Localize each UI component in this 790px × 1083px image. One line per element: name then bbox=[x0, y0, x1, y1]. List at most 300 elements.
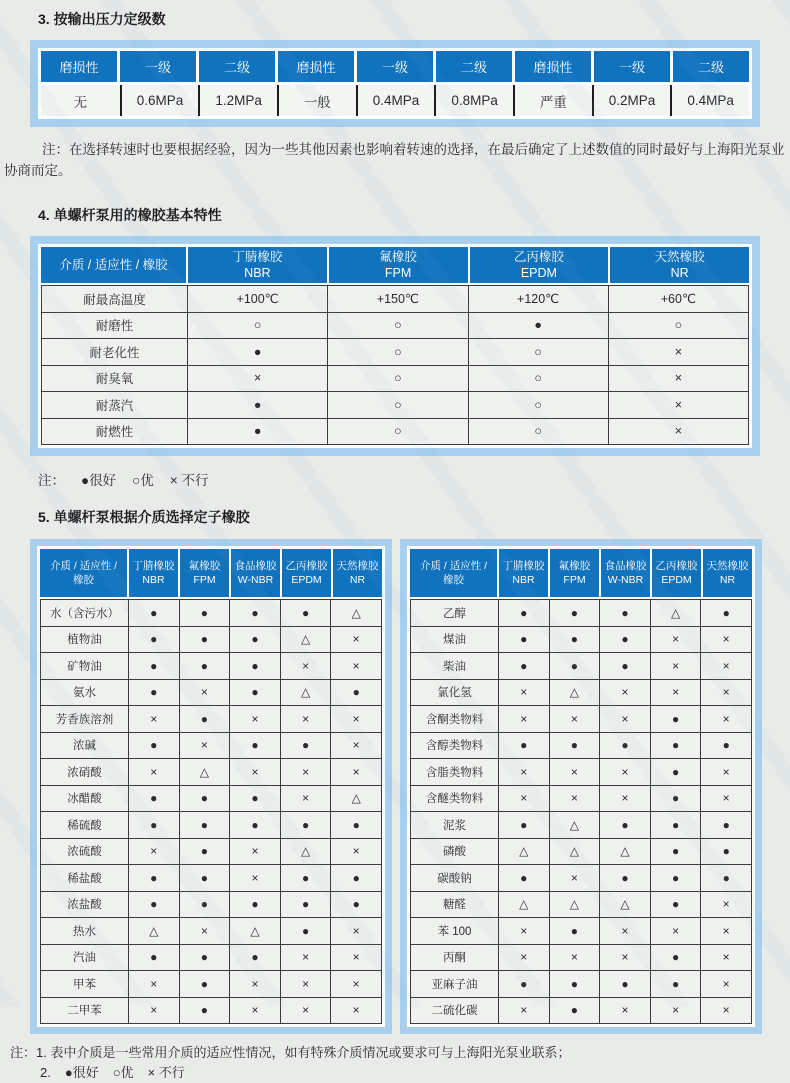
cell-value: ● bbox=[229, 812, 280, 838]
pressure-table-value-row bbox=[41, 85, 749, 116]
cell-value: ● bbox=[700, 812, 751, 838]
column-header-cell: 食品橡胶 W-NBR bbox=[601, 549, 650, 597]
media-table-right bbox=[407, 546, 755, 1027]
cell-value: ● bbox=[229, 680, 280, 706]
table-row bbox=[41, 758, 381, 785]
media-table-left bbox=[37, 546, 385, 1027]
table-row bbox=[411, 997, 751, 1024]
cell-value: ● bbox=[128, 865, 179, 891]
cell-value: ● bbox=[229, 653, 280, 679]
cell-value: ● bbox=[650, 945, 701, 971]
table-body bbox=[410, 599, 752, 1024]
cell-value: × bbox=[280, 786, 331, 812]
row-label: 汽油 bbox=[73, 952, 96, 965]
table-row bbox=[411, 785, 751, 812]
cell-value: ● bbox=[599, 812, 650, 838]
table-row bbox=[411, 626, 751, 653]
cell-value: ● bbox=[599, 733, 650, 759]
table-row bbox=[41, 917, 381, 944]
pressure-header-cell: 一级 bbox=[594, 51, 670, 82]
cell-value: × bbox=[608, 339, 748, 365]
row-label: 含醇类物料 bbox=[425, 740, 484, 753]
legend-item: ●很好 bbox=[64, 1065, 99, 1080]
cell-value: × bbox=[599, 918, 650, 944]
cell-value: ● bbox=[179, 600, 230, 626]
cell-value: ● bbox=[179, 998, 230, 1024]
cell-value: × bbox=[549, 706, 600, 732]
legend-item: ●很好 bbox=[81, 473, 117, 488]
cell-value: × bbox=[498, 998, 549, 1024]
column-header-cell: 天然橡胶 NR bbox=[333, 549, 382, 597]
pressure-value-cell: 无 bbox=[73, 94, 88, 110]
cell-value: +120℃ bbox=[468, 286, 608, 312]
cell-value: ○ bbox=[468, 419, 608, 445]
table-row bbox=[41, 838, 381, 865]
footer-legend-items bbox=[65, 1065, 199, 1080]
cell-value: ● bbox=[599, 971, 650, 997]
cell-value: × bbox=[599, 759, 650, 785]
cell-value: × bbox=[599, 680, 650, 706]
row-label: 稀硫酸 bbox=[67, 819, 102, 832]
row-label: 含酮类物料 bbox=[425, 713, 484, 726]
legend-items bbox=[81, 473, 224, 488]
section-5-title: 5. 单螺杆泵根据介质选择定子橡胶 bbox=[38, 509, 250, 525]
cell-value: ● bbox=[700, 733, 751, 759]
cell-value: × bbox=[549, 759, 600, 785]
cell-value: ● bbox=[650, 812, 701, 838]
rubber-properties-panel bbox=[30, 236, 760, 456]
cell-value: ● bbox=[280, 733, 331, 759]
row-label: 含脂类物料 bbox=[425, 766, 484, 779]
legend-item: × 不行 bbox=[169, 473, 209, 488]
cell-value: × bbox=[549, 865, 600, 891]
cell-value: △ bbox=[280, 839, 331, 865]
row-label: 矿物油 bbox=[67, 660, 102, 673]
row-label: 二硫化碳 bbox=[431, 1005, 478, 1018]
cell-value: △ bbox=[599, 839, 650, 865]
table-row bbox=[42, 338, 748, 365]
table-row bbox=[411, 732, 751, 759]
cell-value: △ bbox=[330, 786, 381, 812]
cell-value: ● bbox=[187, 419, 327, 445]
pressure-value-cell: 1.2MPa bbox=[198, 85, 277, 116]
cell-value: × bbox=[330, 918, 381, 944]
cell-value: ● bbox=[498, 600, 549, 626]
cell-value: ○ bbox=[327, 339, 467, 365]
cell-value: × bbox=[498, 680, 549, 706]
table-row bbox=[41, 785, 381, 812]
cell-value: ● bbox=[498, 865, 549, 891]
row-label: 二甲苯 bbox=[67, 1005, 102, 1018]
cell-value: ● bbox=[128, 892, 179, 918]
table-row bbox=[42, 286, 748, 312]
table-row bbox=[411, 600, 751, 626]
footer-note-label: 注： bbox=[10, 1045, 37, 1060]
media-tables-row bbox=[30, 539, 762, 1034]
cell-value: ● bbox=[187, 339, 327, 365]
row-label: 苯 100 bbox=[437, 925, 472, 938]
table-row bbox=[42, 312, 748, 339]
table-row bbox=[41, 600, 381, 626]
table-row bbox=[411, 970, 751, 997]
row-label: 植物油 bbox=[67, 634, 102, 647]
table-row bbox=[411, 811, 751, 838]
cell-value: ● bbox=[128, 627, 179, 653]
cell-value: △ bbox=[280, 627, 331, 653]
legend-item: ○优 bbox=[112, 1065, 134, 1080]
cell-value: ● bbox=[650, 892, 701, 918]
cell-value: × bbox=[330, 653, 381, 679]
cell-value: ● bbox=[549, 627, 600, 653]
legend-note bbox=[38, 469, 790, 489]
row-label: 水（含污水） bbox=[50, 607, 119, 620]
cell-value: ● bbox=[650, 759, 701, 785]
cell-value: × bbox=[179, 733, 230, 759]
cell-value: ● bbox=[229, 733, 280, 759]
cell-value: ○ bbox=[608, 313, 748, 339]
cell-value: △ bbox=[549, 892, 600, 918]
table-body bbox=[41, 285, 749, 445]
cell-value: × bbox=[128, 971, 179, 997]
cell-value: × bbox=[330, 839, 381, 865]
cell-value: ● bbox=[650, 786, 701, 812]
cell-value: ● bbox=[599, 600, 650, 626]
table-row bbox=[411, 917, 751, 944]
row-label: 浓硫酸 bbox=[67, 846, 102, 859]
cell-value: ● bbox=[700, 839, 751, 865]
cell-value: × bbox=[549, 786, 600, 812]
table-row bbox=[411, 758, 751, 785]
row-label: 稀盐酸 bbox=[67, 872, 102, 885]
cell-value: × bbox=[599, 945, 650, 971]
column-header-cell: 氟橡胶 FPM bbox=[180, 549, 229, 597]
cell-value: △ bbox=[549, 839, 600, 865]
cell-value: ● bbox=[498, 627, 549, 653]
cell-value: × bbox=[700, 971, 751, 997]
cell-value: ● bbox=[179, 945, 230, 971]
cell-value: × bbox=[498, 706, 549, 732]
column-header-cell: 食品橡胶 W-NBR bbox=[231, 549, 280, 597]
cell-value: × bbox=[229, 971, 280, 997]
row-label: 亚麻子油 bbox=[431, 978, 478, 991]
row-label: 泥浆 bbox=[443, 819, 466, 832]
cell-value: × bbox=[280, 706, 331, 732]
cell-value: × bbox=[330, 627, 381, 653]
cell-value: × bbox=[128, 706, 179, 732]
legend-item: ○优 bbox=[132, 473, 154, 488]
row-label: 磷酸 bbox=[443, 846, 466, 859]
pressure-table bbox=[38, 48, 752, 119]
cell-value: × bbox=[608, 366, 748, 392]
cell-value: × bbox=[608, 392, 748, 418]
cell-value: ● bbox=[549, 653, 600, 679]
table-row bbox=[41, 626, 381, 653]
footer-note-2 bbox=[10, 1063, 790, 1083]
cell-value: ● bbox=[650, 733, 701, 759]
table-row bbox=[42, 365, 748, 392]
cell-value: ● bbox=[280, 865, 331, 891]
cell-value: △ bbox=[229, 918, 280, 944]
row-label: 耐磨性 bbox=[95, 319, 134, 334]
cell-value: ● bbox=[650, 971, 701, 997]
table-row bbox=[42, 418, 748, 445]
cell-value: ● bbox=[330, 812, 381, 838]
cell-value: × bbox=[700, 653, 751, 679]
row-label: 芳香族溶剂 bbox=[55, 713, 114, 726]
row-label: 乙醇 bbox=[443, 607, 466, 620]
table-row bbox=[411, 838, 751, 865]
column-header-cell: 丁腈橡胶 NBR bbox=[499, 549, 548, 597]
cell-value: ● bbox=[187, 392, 327, 418]
pressure-value-cell: 严重 bbox=[513, 85, 592, 116]
table-row bbox=[41, 944, 381, 971]
cell-value: ● bbox=[229, 786, 280, 812]
cell-value: ● bbox=[330, 865, 381, 891]
cell-value: ○ bbox=[468, 366, 608, 392]
cell-value: ● bbox=[498, 653, 549, 679]
cell-value: ● bbox=[229, 945, 280, 971]
pressure-value-cell: 0.4MPa bbox=[670, 85, 749, 116]
cell-value: ● bbox=[179, 653, 230, 679]
table-header-row bbox=[410, 549, 752, 597]
corner-header-cell: 介质 / 适应性 / 橡胶 bbox=[41, 247, 186, 283]
table-row bbox=[41, 652, 381, 679]
row-label: 丙酮 bbox=[443, 952, 466, 965]
cell-value: ● bbox=[549, 918, 600, 944]
footer-note-1-text: 1. 表中介质是一些常用介质的适应性情况，如有特殊介质情况或要求可与上海阳光泵业联系； bbox=[36, 1045, 571, 1060]
cell-value: × bbox=[599, 786, 650, 812]
cell-value: × bbox=[700, 680, 751, 706]
cell-value: ● bbox=[280, 600, 331, 626]
cell-value: +60℃ bbox=[608, 286, 748, 312]
row-label: 氯化氢 bbox=[437, 687, 472, 700]
pressure-header-cell: 二级 bbox=[673, 51, 749, 82]
cell-value: ● bbox=[128, 945, 179, 971]
cell-value: × bbox=[229, 998, 280, 1024]
cell-value: ● bbox=[179, 892, 230, 918]
row-label: 含醚类物料 bbox=[425, 793, 484, 806]
section-4-title: 4. 单螺杆泵用的橡胶基本特性 bbox=[38, 207, 222, 223]
cell-value: × bbox=[229, 759, 280, 785]
cell-value: × bbox=[280, 759, 331, 785]
corner-header-cell: 介质 / 适应性 / 橡胶 bbox=[40, 549, 127, 597]
cell-value: ● bbox=[599, 653, 650, 679]
cell-value: × bbox=[700, 786, 751, 812]
cell-value: ● bbox=[179, 971, 230, 997]
column-header-cell: 丁腈橡胶 NBR bbox=[188, 247, 327, 283]
cell-value: ● bbox=[128, 600, 179, 626]
cell-value: ● bbox=[179, 786, 230, 812]
cell-value: ● bbox=[549, 998, 600, 1024]
cell-value: × bbox=[187, 366, 327, 392]
footer-notes bbox=[0, 1043, 790, 1083]
cell-value: ● bbox=[229, 600, 280, 626]
cell-value: ○ bbox=[468, 392, 608, 418]
cell-value: ● bbox=[128, 812, 179, 838]
cell-value: × bbox=[330, 971, 381, 997]
cell-value: × bbox=[650, 653, 701, 679]
cell-value: △ bbox=[330, 600, 381, 626]
media-table-left-panel bbox=[30, 539, 392, 1034]
cell-value: × bbox=[330, 759, 381, 785]
table-row bbox=[41, 732, 381, 759]
row-label: 耐蒸汽 bbox=[95, 398, 134, 413]
cell-value: × bbox=[280, 998, 331, 1024]
table-row bbox=[411, 652, 751, 679]
cell-value: △ bbox=[498, 839, 549, 865]
cell-value: △ bbox=[549, 812, 600, 838]
cell-value: ● bbox=[498, 812, 549, 838]
pressure-value-cell: 0.4MPa bbox=[356, 85, 435, 116]
row-label: 耐最高温度 bbox=[83, 292, 146, 307]
pressure-header-cell: 磨损性 bbox=[41, 51, 117, 82]
cell-value: × bbox=[229, 706, 280, 732]
table-row bbox=[411, 705, 751, 732]
row-label: 耐臭氧 bbox=[95, 372, 134, 387]
pressure-value-cell: 0.2MPa bbox=[592, 85, 671, 116]
cell-value: △ bbox=[498, 892, 549, 918]
table-row bbox=[42, 391, 748, 418]
corner-header-cell: 介质 / 适应性 / 橡胶 bbox=[410, 549, 497, 597]
table-row bbox=[41, 970, 381, 997]
column-header-cell: 乙丙橡胶 EPDM bbox=[470, 247, 609, 283]
pressure-header-cell: 一级 bbox=[357, 51, 433, 82]
column-header-cell: 天然橡胶 NR bbox=[703, 549, 752, 597]
cell-value: × bbox=[700, 918, 751, 944]
cell-value: +100℃ bbox=[187, 286, 327, 312]
legend-label: 注： bbox=[38, 473, 65, 488]
cell-value: × bbox=[280, 945, 331, 971]
cell-value: △ bbox=[599, 892, 650, 918]
cell-value: ● bbox=[599, 627, 650, 653]
footer-note-2-prefix: 2. bbox=[40, 1065, 51, 1080]
pressure-header-cell: 磨损性 bbox=[515, 51, 591, 82]
pressure-header-cell: 二级 bbox=[436, 51, 512, 82]
cell-value: ● bbox=[700, 865, 751, 891]
cell-value: × bbox=[280, 971, 331, 997]
row-label: 热水 bbox=[73, 925, 96, 938]
cell-value: ○ bbox=[327, 366, 467, 392]
cell-value: ● bbox=[179, 812, 230, 838]
cell-value: ● bbox=[229, 892, 280, 918]
row-label: 浓盐酸 bbox=[67, 899, 102, 912]
column-header-cell: 丁腈橡胶 NBR bbox=[129, 549, 178, 597]
cell-value: × bbox=[549, 945, 600, 971]
cell-value: ● bbox=[650, 706, 701, 732]
table-row bbox=[411, 864, 751, 891]
cell-value: × bbox=[650, 680, 701, 706]
cell-value: ● bbox=[280, 812, 331, 838]
table-row bbox=[41, 705, 381, 732]
cell-value: × bbox=[229, 839, 280, 865]
cell-value: ● bbox=[179, 706, 230, 732]
cell-value: ● bbox=[549, 733, 600, 759]
cell-value: +150℃ bbox=[327, 286, 467, 312]
pressure-value-cell: 0.8MPa bbox=[434, 85, 513, 116]
column-header-cell: 氟橡胶 FPM bbox=[329, 247, 468, 283]
cell-value: ○ bbox=[327, 313, 467, 339]
pressure-header-cell: 一级 bbox=[120, 51, 196, 82]
row-label: 耐燃性 bbox=[95, 425, 134, 440]
cell-value: × bbox=[700, 759, 751, 785]
row-label: 柴油 bbox=[443, 660, 466, 673]
cell-value: × bbox=[700, 627, 751, 653]
row-label: 碳酸钠 bbox=[437, 872, 472, 885]
legend-item: × 不行 bbox=[147, 1065, 185, 1080]
cell-value: × bbox=[700, 892, 751, 918]
section-3-title: 3. 按输出压力定级数 bbox=[38, 11, 166, 27]
row-label: 煤油 bbox=[443, 634, 466, 647]
pressure-table-panel bbox=[30, 40, 760, 127]
cell-value: × bbox=[498, 918, 549, 944]
table-row bbox=[41, 811, 381, 838]
table-header-row bbox=[41, 247, 749, 283]
cell-value: ● bbox=[280, 892, 331, 918]
pressure-table-header-row bbox=[41, 51, 749, 82]
table-row bbox=[41, 864, 381, 891]
cell-value: × bbox=[608, 419, 748, 445]
cell-value: × bbox=[229, 865, 280, 891]
cell-value: ● bbox=[549, 600, 600, 626]
cell-value: ● bbox=[179, 865, 230, 891]
cell-value: ○ bbox=[327, 392, 467, 418]
speed-selection-note: 注：在选择转速时也要根据经验，因为一些其他因素也影响着转速的选择，在最后确定了上述数值的同时最好与上海阳光泵业协商而定。 bbox=[4, 142, 785, 178]
row-label: 甲苯 bbox=[73, 978, 96, 991]
pressure-header-cell: 磨损性 bbox=[278, 51, 354, 82]
table-body bbox=[40, 599, 382, 1024]
cell-value: × bbox=[179, 918, 230, 944]
column-header-cell: 乙丙橡胶 EPDM bbox=[282, 549, 331, 597]
pressure-header-cell: 二级 bbox=[199, 51, 275, 82]
table-header-row bbox=[40, 549, 382, 597]
cell-value: ● bbox=[330, 680, 381, 706]
cell-value: ● bbox=[498, 733, 549, 759]
table-row bbox=[41, 679, 381, 706]
cell-value: △ bbox=[128, 918, 179, 944]
row-label: 浓硝酸 bbox=[67, 766, 102, 779]
table-row bbox=[411, 679, 751, 706]
cell-value: ○ bbox=[187, 313, 327, 339]
cell-value: × bbox=[280, 653, 331, 679]
footer-note-1 bbox=[10, 1043, 790, 1063]
cell-value: ● bbox=[179, 627, 230, 653]
cell-value: ● bbox=[229, 627, 280, 653]
cell-value: × bbox=[498, 945, 549, 971]
cell-value: ○ bbox=[468, 339, 608, 365]
row-label: 耐老化性 bbox=[89, 345, 140, 360]
cell-value: × bbox=[498, 759, 549, 785]
cell-value: × bbox=[700, 706, 751, 732]
cell-value: × bbox=[700, 998, 751, 1024]
cell-value: × bbox=[128, 998, 179, 1024]
row-label: 冰醋酸 bbox=[67, 793, 102, 806]
row-label: 浓碱 bbox=[73, 740, 96, 753]
cell-value: ● bbox=[128, 680, 179, 706]
rubber-properties-table bbox=[38, 244, 752, 448]
cell-value: ● bbox=[128, 733, 179, 759]
table-row bbox=[41, 891, 381, 918]
cell-value: ● bbox=[128, 786, 179, 812]
cell-value: △ bbox=[650, 600, 701, 626]
cell-value: ● bbox=[498, 971, 549, 997]
cell-value: △ bbox=[179, 759, 230, 785]
cell-value: × bbox=[128, 759, 179, 785]
cell-value: △ bbox=[280, 680, 331, 706]
cell-value: ● bbox=[700, 600, 751, 626]
row-label: 糖醛 bbox=[443, 899, 466, 912]
cell-value: × bbox=[700, 945, 751, 971]
cell-value: × bbox=[330, 733, 381, 759]
